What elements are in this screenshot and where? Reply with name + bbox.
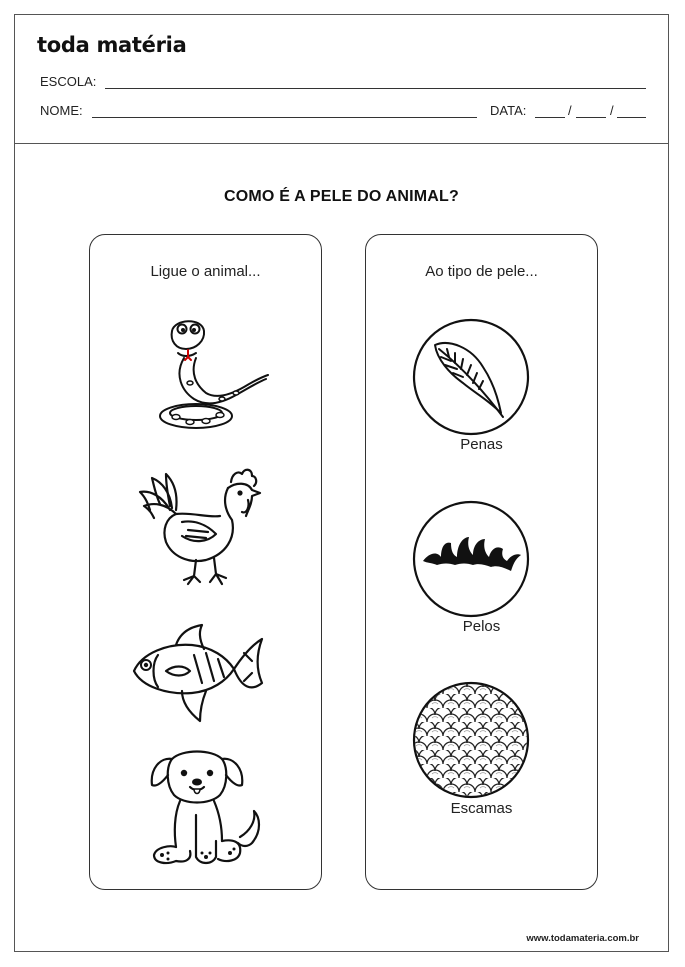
skin-types-panel-title: Ao tipo de pele... (425, 263, 538, 280)
skin-label-fur: Pelos (462, 618, 501, 635)
date-separator: / (568, 103, 572, 118)
date-year-field[interactable] (617, 117, 646, 118)
scales-icon[interactable] (411, 680, 531, 800)
dog-icon[interactable] (146, 745, 266, 870)
date-separator: / (610, 103, 614, 118)
header-divider (15, 143, 668, 144)
fish-icon[interactable] (128, 621, 268, 731)
animals-panel-title: Ligue o animal... (150, 263, 261, 280)
skin-label-feathers: Penas (460, 436, 503, 453)
date-month-field[interactable] (576, 117, 606, 118)
school-label: ESCOLA: (40, 74, 97, 89)
snake-icon[interactable] (152, 313, 272, 433)
animals-panel (89, 234, 322, 890)
page-title: COMO É A PELE DO ANIMAL? (223, 188, 460, 205)
date-label: DATA: (490, 103, 527, 118)
fur-icon[interactable] (411, 499, 531, 619)
name-field[interactable] (92, 117, 477, 118)
footer-url[interactable]: www.todamateria.com.br (526, 933, 639, 944)
name-label: NOME: (40, 103, 83, 118)
skin-label-scales: Escamas (450, 800, 513, 817)
date-day-field[interactable] (535, 117, 565, 118)
worksheet-page (14, 14, 669, 952)
feather-icon[interactable] (411, 317, 531, 437)
skin-types-panel (365, 234, 598, 890)
school-field[interactable] (105, 88, 646, 89)
brand-logo: toda matéria (37, 33, 187, 57)
chicken-icon[interactable] (136, 460, 266, 590)
